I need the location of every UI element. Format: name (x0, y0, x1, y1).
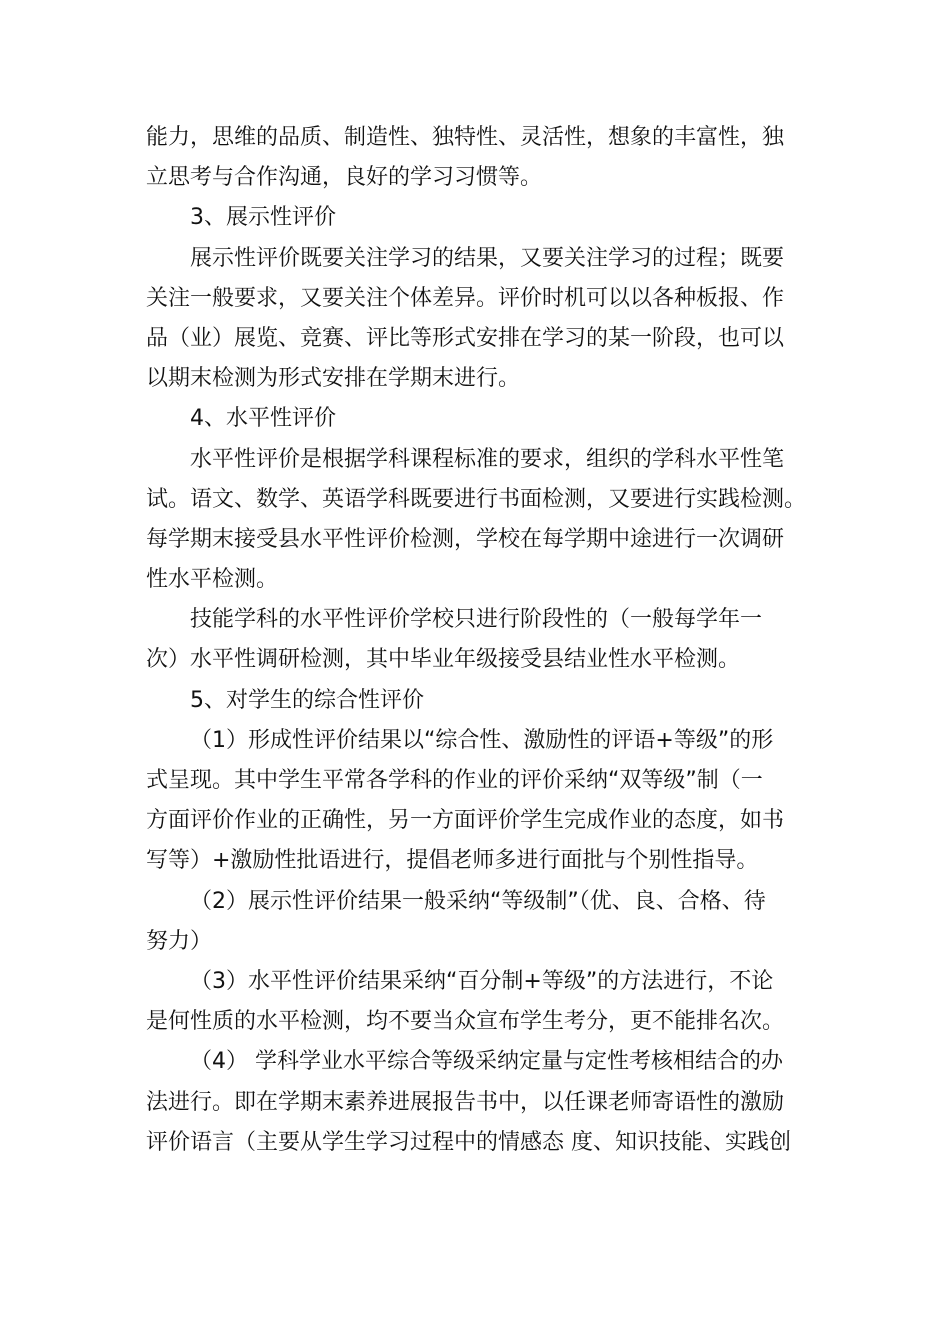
text-line: （4） 学科学业水平综合等级采纳定量与定性考核相结合的办 (190, 1049, 783, 1075)
text-line: （3）水平性评价结果采纳“百分制+等级”的方法进行，不论 (190, 968, 774, 994)
text-line: 性水平检测。 (146, 567, 279, 593)
text-line: 品（业）展览、竞赛、评比等形式安排在学习的某一阶段，也可以 (146, 325, 785, 351)
text-line: 方面评价作业的正确性，另一方面评价学生完成作业的态度，如书 (146, 808, 785, 834)
text-line: 评价语言（主要从学生学习过程中的情感态 度、知识技能、实践创 (146, 1129, 791, 1155)
text-line: 努力） (146, 928, 213, 954)
text-line: （2）展示性评价结果一般采纳“等级制”（优、良、合格、待 (190, 888, 766, 914)
text-line: （1）形成性评价结果以“综合性、激励性的评语+等级”的形 (190, 727, 774, 753)
text-line: 以期末检测为形式安排在学期末进行。 (146, 366, 521, 392)
text-line: 每学期末接受县水平性评价检测，学校在每学期中途进行一次调研 (146, 526, 785, 552)
text-line: 关注一般要求，又要关注个体差异。评价时机可以以各种板报、作 (146, 285, 785, 311)
text-line: 式呈现。其中学生平常各学科的作业的评价采纳“双等级”制（一 (146, 768, 763, 793)
text-line: 法进行。即在学期末素养进展报告书中，以任课老师寄语性的激励 (146, 1089, 785, 1115)
text-line: 4、水平性评价 (190, 406, 336, 432)
text-line: 展示性评价既要关注学习的结果，又要关注学习的过程；既要 (190, 245, 785, 271)
text-line: 3、展示性评价 (190, 205, 336, 231)
text-line: 写等）+激励性批语进行，提倡老师多进行面批与个别性指导。 (146, 848, 759, 874)
text-line: 技能学科的水平性评价学校只进行阶段性的（一般每学年一 (190, 607, 763, 633)
text-line: 试。语文、数学、英语学科既要进行书面检测，又要进行实践检测。 (146, 486, 807, 512)
document-body (146, 118, 816, 1163)
text-line: 水平性评价是根据学科课程标准的要求，组织的学科水平性笔 (190, 446, 785, 472)
text-line: 是何性质的水平检测，均不要当众宣布学生考分，更不能排名次。 (146, 1009, 785, 1035)
text-line: 5、对学生的综合性评价 (190, 687, 424, 713)
text-line: 能力，思维的品质、制造性、独特性、灵活性，想象的丰富性，独 (146, 125, 785, 150)
text-line: 立思考与合作沟通，良好的学习习惯等。 (146, 165, 543, 191)
text-line: 次）水平性调研检测，其中毕业年级接受县结业性水平检测。 (146, 647, 741, 673)
